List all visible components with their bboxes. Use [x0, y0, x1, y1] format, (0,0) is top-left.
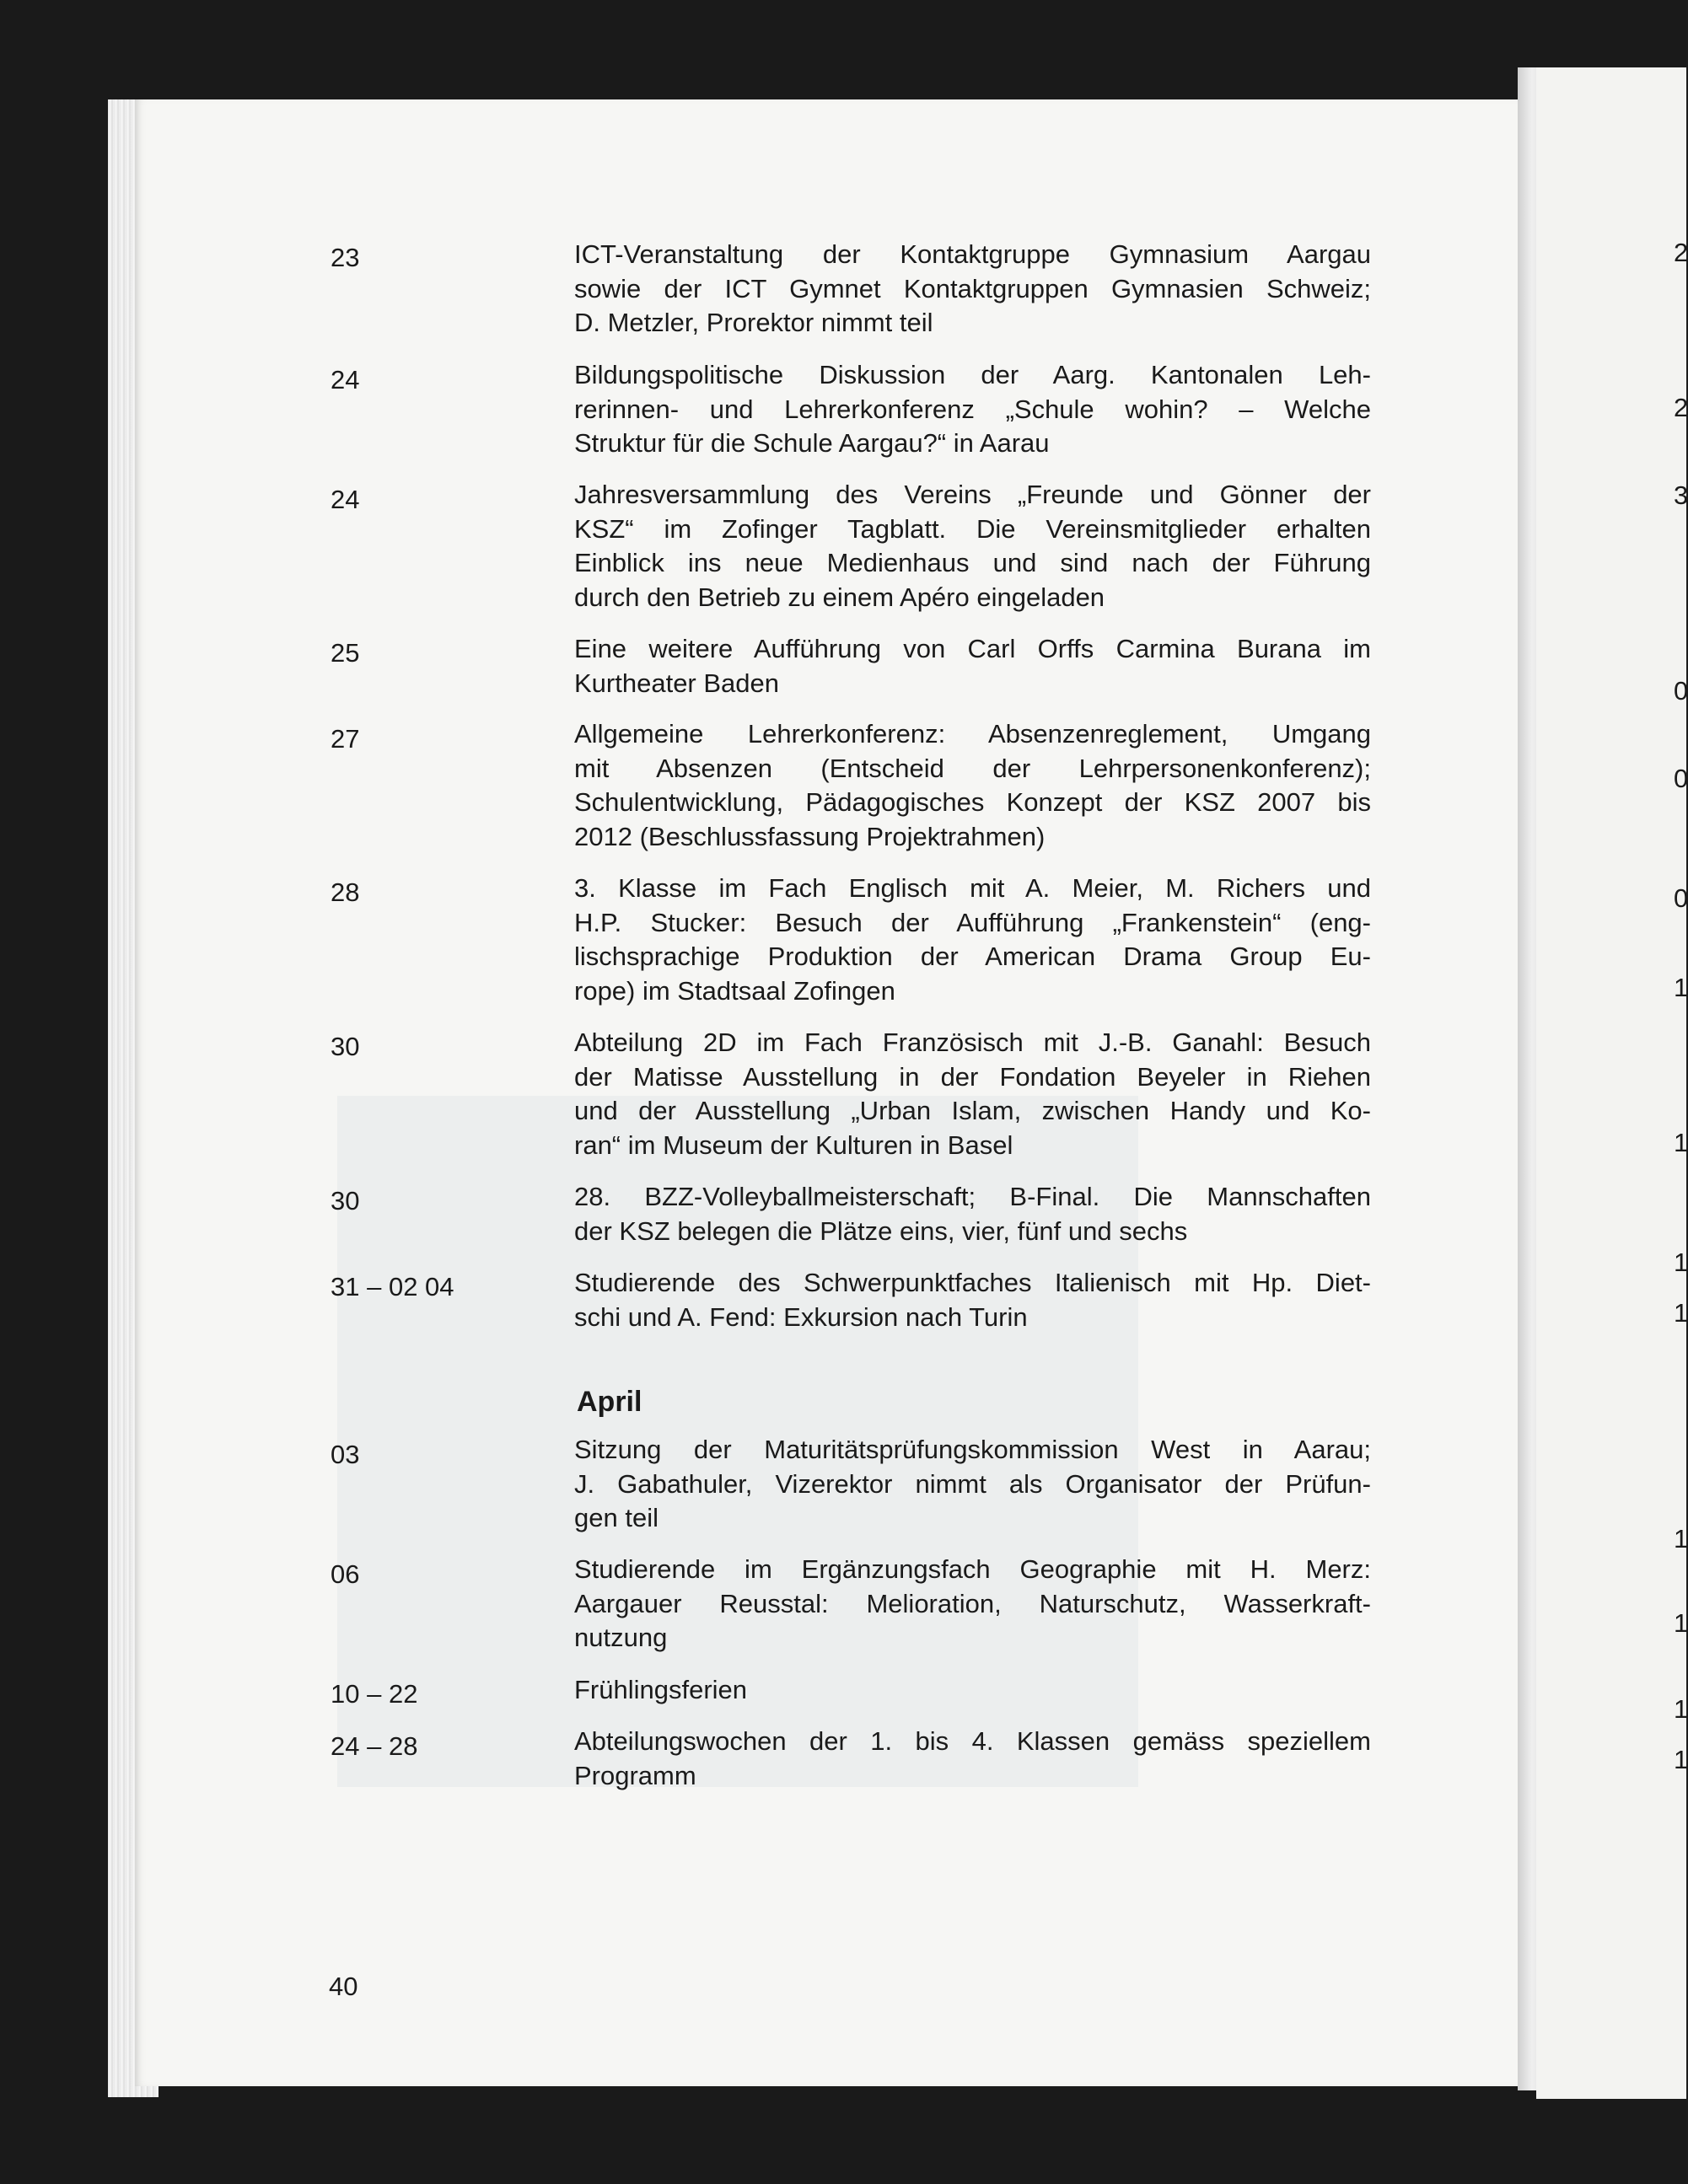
- entry-date: 30: [331, 1032, 360, 1061]
- entry-date: 31 – 02 04: [331, 1272, 454, 1301]
- entry-line: 2012 (Beschlussfassung Projektrahmen): [574, 821, 1046, 851]
- entry-text: [574, 1266, 1371, 1334]
- entry-line: Abteilung 2D im Fach Französisch mit J.-B. Ganahl: Besuch: [574, 1028, 1371, 1057]
- entry-text: [574, 632, 1371, 700]
- entry-text: [574, 1553, 1371, 1655]
- entry-line: schi und A. Fend: Exkursion nach Turin: [574, 1301, 1028, 1332]
- entry-line: durch den Betrieb zu einem Apéro eingeladen: [574, 582, 1105, 612]
- entry-line: Aargauer Reusstal: Melioration, Naturschutz, Wasserkraft-: [574, 1588, 1371, 1618]
- entry-text: [574, 358, 1371, 461]
- entry-line: Eine weitere Aufführung von Carl Orffs Carmina Burana im: [574, 634, 1371, 663]
- entry-line: der Matisse Ausstellung in der Fondation Beyeler in Riehen: [574, 1061, 1371, 1092]
- entry-line: Einblick ins neue Medienhaus und sind nach der Führung: [574, 548, 1371, 577]
- entry-text: [574, 1433, 1371, 1536]
- entry-line: Struktur für die Schule Aargau?“ in Aarau: [574, 428, 1050, 458]
- entry-date: 25: [331, 638, 360, 668]
- entry-text: [574, 872, 1371, 1008]
- entry-line: Studierende im Ergänzungsfach Geographie mit H. Merz:: [574, 1554, 1371, 1584]
- entry-date: 28: [331, 877, 360, 907]
- entry-line: D. Metzler, Prorektor nimmt teil: [574, 308, 933, 337]
- entry-line: ICT-Veranstaltung der Kontaktgruppe Gymnasium Aargau: [574, 239, 1371, 269]
- entry-date: 24: [331, 365, 360, 394]
- entry-line: Sitzung der Maturitätsprüfungskommission West in Aarau;: [574, 1435, 1371, 1464]
- entry-line: Programm: [574, 1760, 696, 1790]
- facing-page: [1536, 67, 1686, 2099]
- entry-text: [574, 478, 1371, 614]
- facing-page-char: 1: [1674, 1248, 1688, 1277]
- entry-text: [574, 1673, 1371, 1708]
- facing-page-char: 1: [1674, 1608, 1688, 1638]
- entry-line: Jahresversammlung des Vereins „Freunde und Gönner der: [574, 480, 1371, 509]
- entry-text: [574, 717, 1371, 854]
- facing-page-char: 0: [1674, 764, 1688, 793]
- entry-line: KSZ“ im Zofinger Tagblatt. Die Vereinsmitglieder erhalten: [574, 513, 1371, 544]
- entry-date: 06: [331, 1559, 360, 1589]
- entry-text: [574, 238, 1371, 341]
- entry-line: J. Gabathuler, Vizerektor nimmt als Organisator der Prüfun-: [574, 1468, 1371, 1499]
- entry-line: und der Ausstellung „Urban Islam, zwischen Handy und Ko-: [574, 1096, 1371, 1125]
- entry-line: nutzung: [574, 1623, 668, 1652]
- entry-line: mit Absenzen (Entscheid der Lehrpersonenkonferenz);: [574, 753, 1371, 783]
- entry-line: rerinnen- und Lehrerkonferenz „Schule wohin? – Welche: [574, 394, 1371, 424]
- entry-line: H.P. Stucker: Besuch der Aufführung „Frankenstein“ (eng-: [574, 907, 1371, 937]
- entry-line: Bildungspolitische Diskussion der Aarg. Kantonalen Leh-: [574, 360, 1371, 389]
- facing-page-char: 1: [1674, 1694, 1688, 1724]
- entry-line: ran“ im Museum der Kulturen in Basel: [574, 1130, 1013, 1160]
- entry-date: 30: [331, 1186, 360, 1215]
- month-heading: April: [577, 1386, 642, 1418]
- facing-page-char: 3: [1674, 480, 1688, 510]
- facing-page-char: 1: [1674, 973, 1688, 1002]
- entry-date: 23: [331, 243, 360, 272]
- entry-text: [574, 1026, 1371, 1162]
- entry-line: Studierende des Schwerpunktfaches Italienisch mit Hp. Diet-: [574, 1268, 1371, 1297]
- facing-page-char: 0: [1674, 676, 1688, 706]
- entry-line: sowie der ICT Gymnet Kontaktgruppen Gymnasien Schweiz;: [574, 273, 1371, 303]
- entry-date: 24: [331, 485, 360, 514]
- entry-line: Frühlingsferien: [574, 1675, 748, 1704]
- facing-page-char: 1: [1674, 1298, 1688, 1328]
- entry-date: 03: [331, 1440, 360, 1469]
- entry-line: 28. BZZ-Volleyballmeisterschaft; B-Final. Die Mannschaften: [574, 1182, 1371, 1211]
- facing-page-char: 1: [1674, 1524, 1688, 1553]
- entry-line: lischsprachige Produktion der American Drama Group Eu-: [574, 942, 1371, 971]
- entry-line: rope) im Stadtsaal Zofingen: [574, 975, 895, 1006]
- entry-text: [574, 1725, 1371, 1793]
- entry-line: 3. Klasse im Fach Englisch mit A. Meier, M. Richers und: [574, 873, 1371, 903]
- entry-line: gen teil: [574, 1503, 659, 1532]
- entry-line: Allgemeine Lehrerkonferenz: Absenzenreglement, Umgang: [574, 719, 1371, 749]
- page-number: 40: [329, 1972, 358, 2001]
- facing-page-char: 1: [1674, 1128, 1688, 1157]
- facing-page-char: 1: [1674, 1745, 1688, 1774]
- entry-text: [574, 1180, 1371, 1248]
- entry-line: Schulentwicklung, Pädagogisches Konzept der KSZ 2007 bis: [574, 787, 1371, 817]
- facing-page-char: 0: [1674, 883, 1688, 913]
- entry-date: 10 – 22: [331, 1679, 418, 1709]
- entry-date: 24 – 28: [331, 1731, 418, 1761]
- facing-page-char: 2: [1674, 238, 1688, 267]
- entry-line: Kurtheater Baden: [574, 668, 780, 698]
- entry-line: der KSZ belegen die Plätze eins, vier, fünf und sechs: [574, 1215, 1188, 1246]
- entry-line: Abteilungswochen der 1. bis 4. Klassen gemäss speziellem: [574, 1726, 1371, 1756]
- entry-date: 27: [331, 724, 360, 754]
- facing-page-char: 2: [1674, 393, 1688, 422]
